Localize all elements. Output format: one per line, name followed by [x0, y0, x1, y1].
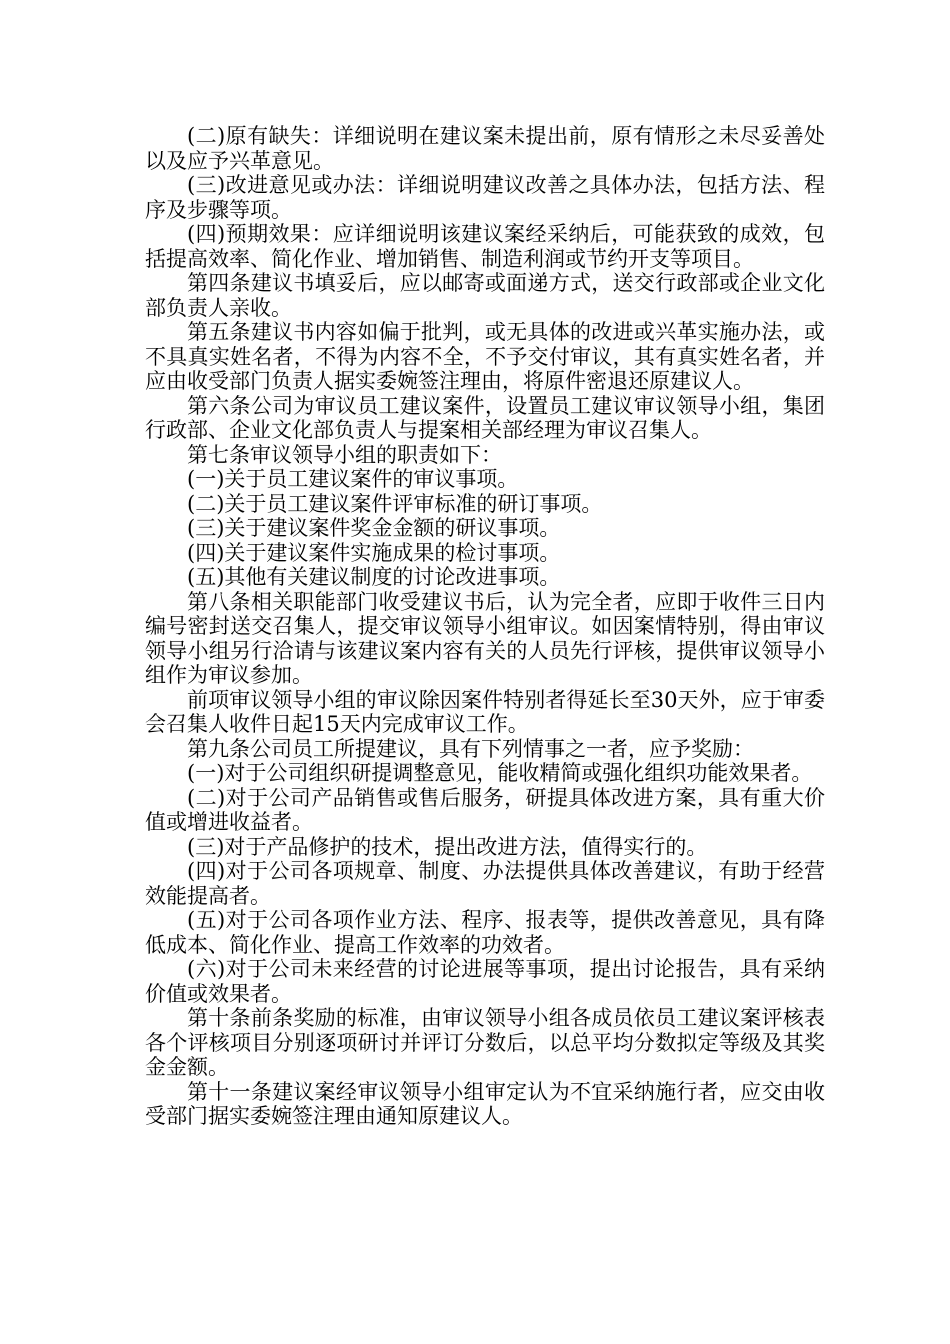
- article-11: 第十一条建议案经审议领导小组审定认为不宜采纳施行者，应交由收受部门据实委婉签注理由通知原建议人。: [145, 1079, 825, 1128]
- list-item: (四)关于建议案件实施成果的检讨事项。: [187, 540, 561, 565]
- document-body: [145, 124, 825, 1129]
- article-9: 第九条公司员工所提建议，具有下列情事之一者，应予奖励：: [187, 736, 754, 761]
- article-7: 第七条审议领导小组的职责如下：: [187, 442, 502, 467]
- article-6: 第六条公司为审议员工建议案件，设置员工建议审议领导小组，集团行政部、企业文化部负责人与提案相关部经理为审议召集人。: [145, 393, 825, 442]
- list-item: (六)对于公司未来经营的讨论进展等事项，提出讨论报告，具有采纳价值或效果者。: [145, 957, 825, 1006]
- paragraph: (四)预期效果：应详细说明该建议案经采纳后，可能获致的成效，包括提高效率、简化作业、增加销售、制造利润或节约开支等项目。: [145, 222, 825, 271]
- list-item: (二)关于员工建议案件评审标准的研订事项。: [187, 491, 603, 516]
- list-item: (三)对于产品修护的技术，提出改进方法，值得实行的。: [187, 834, 708, 859]
- paragraph: (三)改进意见或办法：详细说明建议改善之具体办法，包括方法、程序及步骤等项。: [145, 173, 825, 222]
- list-item: (三)关于建议案件奖金金额的研议事项。: [187, 516, 561, 540]
- list-item: (二)对于公司产品销售或售后服务，研提具体改进方案，具有重大价值或增进收益者。: [145, 785, 825, 834]
- article-8: 第八条相关职能部门收受建议书后，认为完全者，应即于收件三日内编号密封送交召集人，提交审议领导小组审议。如因案情特别，得由审议领导小组另行洽请与该建议案内容有关的人员先行评核，提供审议领导小组作为审议参加。: [145, 589, 825, 687]
- article-10: 第十条前条奖励的标准，由审议领导小组各成员依员工建议案评核表各个评核项目分别逐项研讨并评订分数后，以总平均分数拟定等级及其奖金金额。: [145, 1006, 825, 1079]
- list-item: (一)关于员工建议案件的审议事项。: [187, 467, 519, 491]
- article-5: 第五条建议书内容如偏于批判，或无具体的改进或兴革实施办法，或不具真实姓名者，不得为内容不全，不予交付审议，其有真实姓名者，并应由收受部门负责人据实委婉签注理由，将原件密退还原建议人。: [145, 320, 825, 393]
- list-item: (五)对于公司各项作业方法、程序、报表等，提供改善意见，具有降低成本、简化作业、提高工作效率的功效者。: [145, 908, 825, 957]
- list-item: (四)对于公司各项规章、制度、办法提供具体改善建议，有助于经营效能提高者。: [145, 859, 825, 908]
- list-item: (五)其他有关建议制度的讨论改进事项。: [187, 565, 561, 589]
- paragraph: (二)原有缺失：详细说明在建议案未提出前，原有情形之未尽妥善处以及应予兴革意见。: [145, 124, 825, 173]
- paragraph: 前项审议领导小组的审议除因案件特别者得延长至30天外，应于审委会召集人收件日起15天内完成审议工作。: [145, 687, 825, 736]
- article-4: 第四条建议书填妥后，应以邮寄或面递方式，送交行政部或企业文化部负责人亲收。: [145, 271, 825, 320]
- list-item: (一)对于公司组织研提调整意见，能收精简或强化组织功能效果者。: [187, 761, 813, 785]
